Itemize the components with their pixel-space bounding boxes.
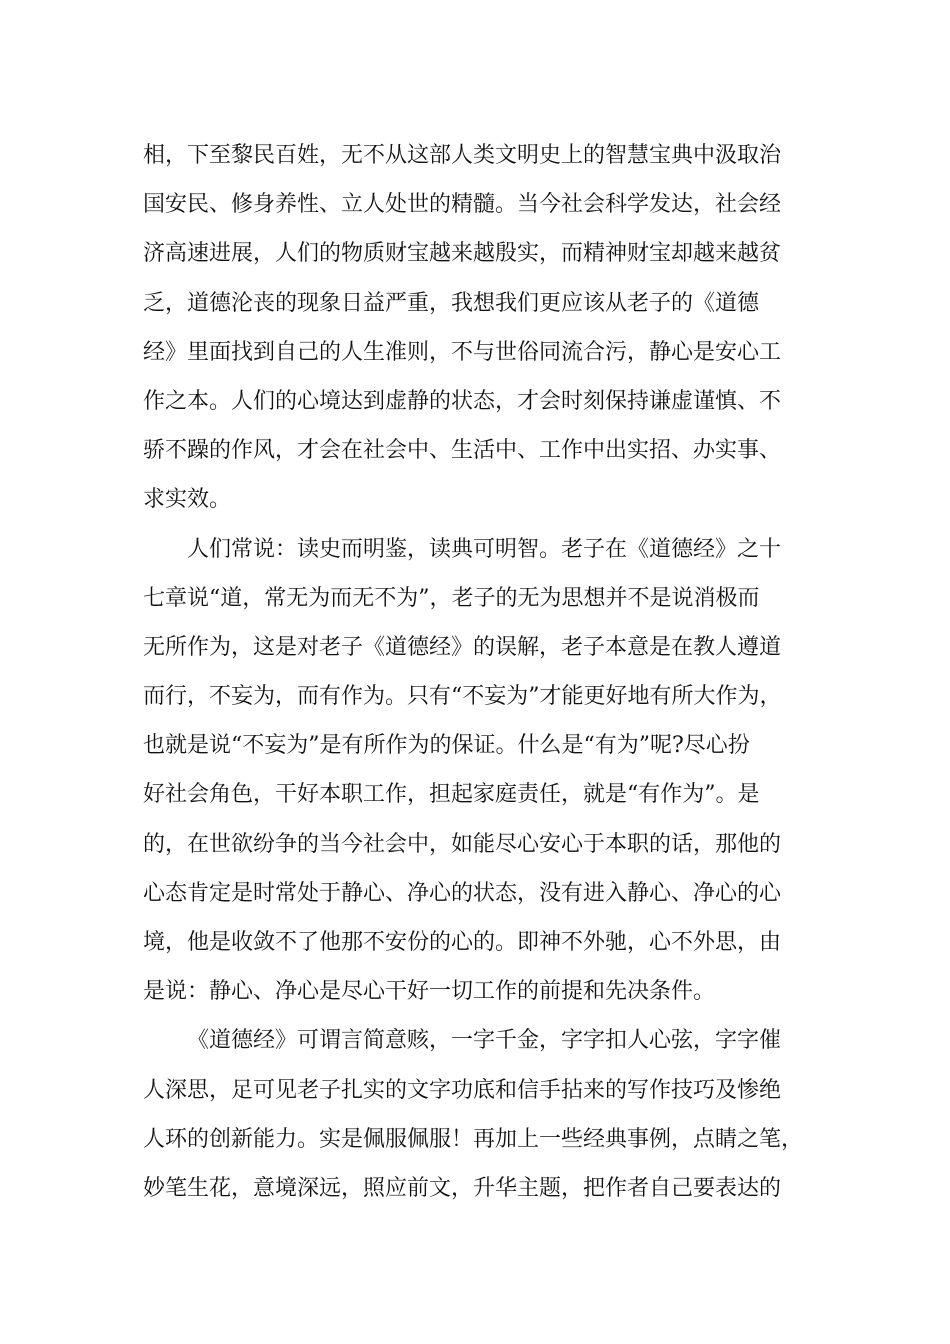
text-line: 相，下至黎民百姓，无不从这部人类文明史上的智慧宝典中汲取治 (143, 143, 782, 168)
text-line: 济高速进展，人们的物质财宝越来越殷实，而精神财宝却越来越贫 (143, 241, 782, 267)
text-line: 七章说“道，常无为而无不为”，老子的无为思想并不是说消极而 (143, 585, 760, 611)
text-line: 无所作为，这是对老子《道德经》的误解，老子本意是在教人遵道 (143, 634, 782, 660)
text-line: 而行，不妄为，而有作为。只有“不妄为”才能更好地有所大作为， (143, 684, 782, 710)
text-line: 经》里面找到自己的人生准则，不与世俗同流合污，静心是安心工 (143, 339, 782, 365)
text-line: 求实效。 (143, 487, 232, 513)
text-line: 妙笔生花，意境深远，照应前文，升华主题，把作者自己要表达的 (143, 1175, 782, 1201)
paragraph-start-line: 人们常说：读史而明鉴，读典可明智。老子在《道德经》之十 (187, 536, 782, 562)
text-line: 人深思，足可见老子扎实的文字功底和信手拈来的写作技巧及惨绝 (143, 1077, 782, 1103)
text-line: 人环的创新能力。实是佩服佩服！再加上一些经典事例，点睛之笔， (143, 1126, 804, 1152)
text-line: 心态肯定是时常处于静心、净心的状态，没有进入静心、净心的心 (143, 880, 782, 906)
text-line: 境，他是收敛不了他那不安份的心的。即神不外驰，心不外思，由 (143, 930, 782, 955)
text-line: 骄不躁的作风，才会在社会中、生活中、工作中出实招、办实事、 (143, 438, 782, 464)
paragraph-start-line: 《道德经》可谓言简意赅，一字千金，字字扣人心弦，字字催 (187, 1028, 782, 1054)
text-line: 乏，道德沦丧的现象日益严重，我想我们更应该从老子的《道德 (143, 290, 760, 316)
text-line: 国安民、修身养性、立人处世的精髓。当今社会科学发达，社会经 (143, 192, 782, 218)
text-line: 也就是说“不妄为”是有所作为的保证。什么是“有为”呢?尽心扮 (143, 733, 750, 759)
body-text (143, 131, 827, 1213)
text-line: 是说：静心、净心是尽心干好一切工作的前提和先决条件。 (143, 979, 716, 1005)
text-line: 好社会角色，干好本职工作，担起家庭责任，就是“有作为”。是 (143, 782, 760, 808)
text-line: 的，在世欲纷争的当今社会中，如能尽心安心于本职的话，那他的 (143, 831, 782, 857)
text-line: 作之本。人们的心境达到虚静的状态，才会时刻保持谦虚谨慎、不 (143, 388, 782, 414)
